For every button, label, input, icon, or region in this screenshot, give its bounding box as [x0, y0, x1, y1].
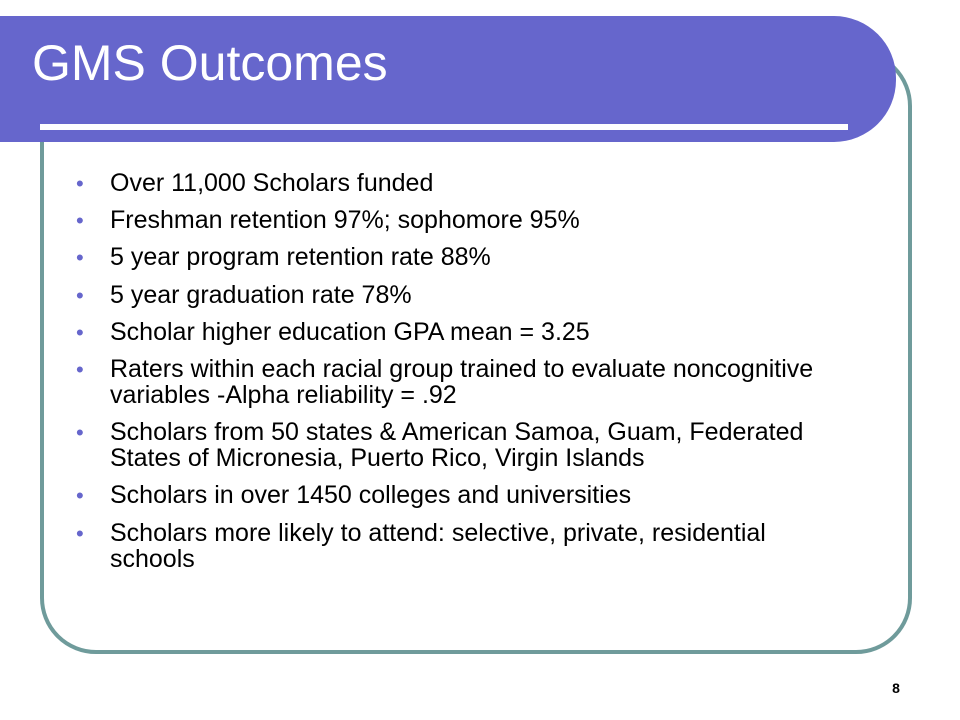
- bullet-text: 5 year program retention rate 88%: [110, 243, 491, 272]
- bullet-icon: •: [76, 356, 84, 382]
- title-underline: [40, 124, 848, 130]
- bullet-item: [76, 207, 832, 233]
- bullet-icon: •: [76, 208, 84, 234]
- bullet-text: Raters within each racial group trained to evaluate noncognitive variables -Alpha reliability = .92: [110, 354, 814, 409]
- bullet-list: [76, 170, 832, 583]
- bullet-text: 5 year graduation rate 78%: [110, 280, 412, 309]
- bullet-icon: •: [76, 483, 84, 509]
- bullet-text: Over 11,000 Scholars funded: [110, 169, 434, 197]
- bullet-icon: •: [76, 520, 84, 546]
- bullet-text: Scholar higher education GPA mean = 3.25: [110, 317, 590, 346]
- bullet-icon: •: [76, 245, 84, 271]
- bullet-item: [76, 419, 832, 471]
- bullet-icon: •: [76, 282, 84, 308]
- bullet-text: Scholars in over 1450 colleges and universities: [110, 481, 632, 510]
- slide-title: GMS Outcomes: [32, 35, 388, 91]
- bullet-item: [76, 482, 832, 508]
- bullet-icon: •: [76, 171, 84, 196]
- bullet-item: [76, 244, 832, 270]
- bullet-item: [76, 319, 832, 345]
- bullet-text: Scholars from 50 states & American Samoa, Guam, Federated States of Micronesia, Puerto Rico, Virgin Islands: [110, 418, 804, 473]
- bullet-item: [76, 170, 832, 196]
- bullet-icon: •: [76, 319, 84, 345]
- bullet-item: [76, 520, 832, 572]
- bullet-text: Scholars more likely to attend: selective, private, residential schools: [110, 518, 766, 573]
- bullet-item: [76, 356, 832, 408]
- bullet-icon: •: [76, 420, 84, 446]
- bullet-text: Freshman retention 97%; sophomore 95%: [110, 206, 580, 235]
- page-number: 8: [892, 680, 900, 696]
- bullet-item: [76, 282, 832, 308]
